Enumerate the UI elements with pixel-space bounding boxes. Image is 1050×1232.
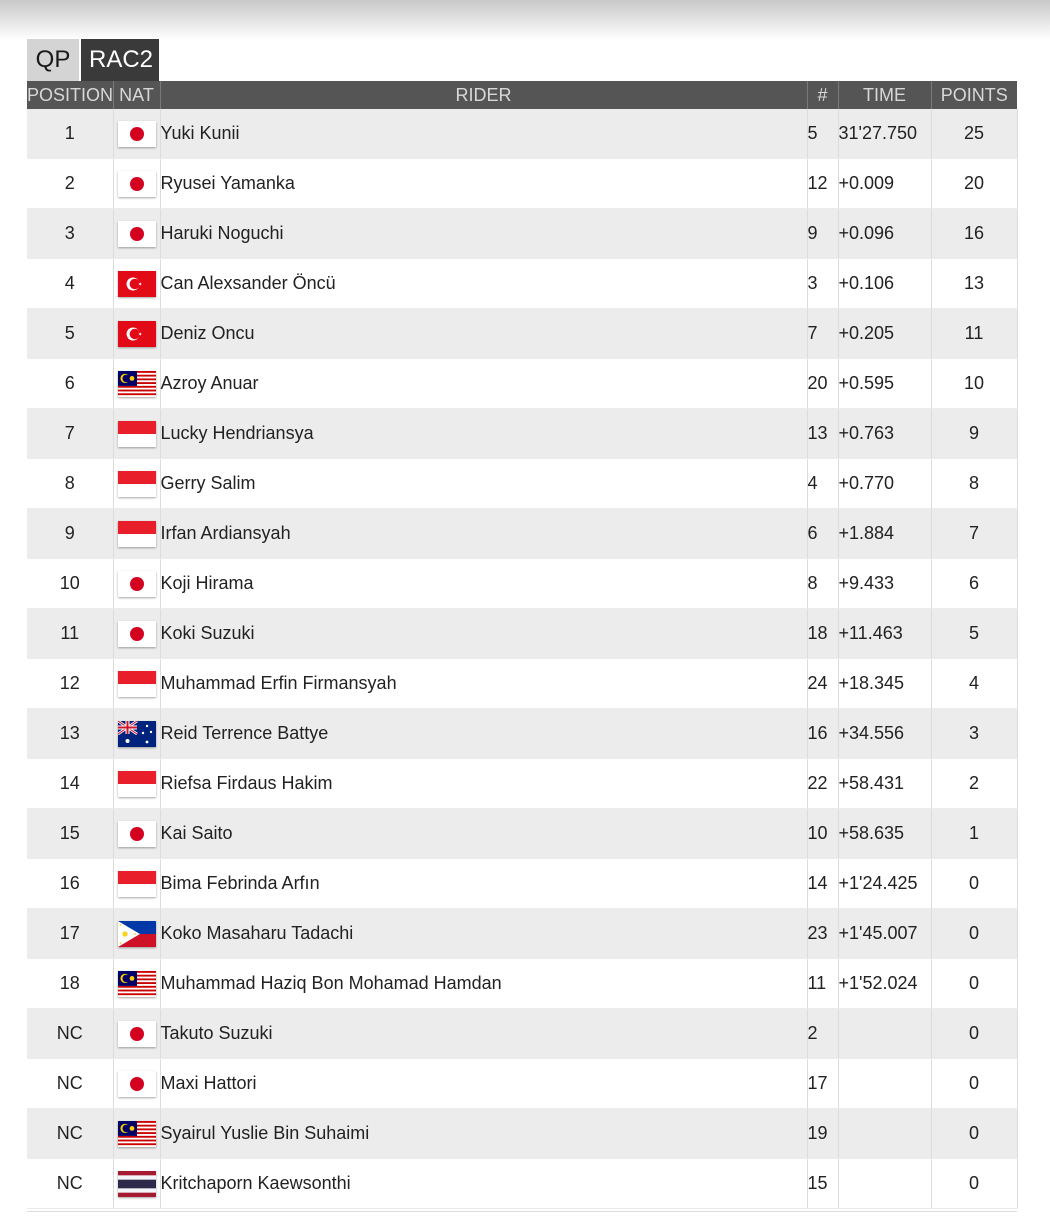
- points-cell: 10: [931, 359, 1017, 409]
- indonesia-flag-icon: [118, 871, 156, 897]
- rider-name[interactable]: Riefsa Firdaus Hakim: [160, 759, 807, 809]
- points-cell: 0: [931, 1009, 1017, 1059]
- race-time: +0.205: [838, 309, 931, 359]
- nat-cell: [113, 109, 160, 159]
- malaysia-flag-icon: [118, 971, 156, 997]
- header-position[interactable]: POSITION: [27, 81, 113, 109]
- nat-cell: [113, 609, 160, 659]
- nat-cell: [113, 459, 160, 509]
- table-row[interactable]: [27, 609, 1017, 659]
- japan-flag-icon: [118, 221, 156, 247]
- rider-name[interactable]: Koki Suzuki: [160, 609, 807, 659]
- malaysia-flag-icon: [118, 1121, 156, 1147]
- race-time: [838, 1009, 931, 1059]
- position-cell: 3: [27, 209, 113, 259]
- rider-number: 14: [807, 859, 838, 909]
- nat-cell: [113, 809, 160, 859]
- nat-cell: [113, 659, 160, 709]
- rider-name[interactable]: Takuto Suzuki: [160, 1009, 807, 1059]
- rider-name[interactable]: Koko Masaharu Tadachi: [160, 909, 807, 959]
- table-row[interactable]: [27, 1109, 1017, 1159]
- position-cell: 6: [27, 359, 113, 409]
- header-nat[interactable]: NAT: [113, 81, 160, 109]
- indonesia-flag-icon: [118, 421, 156, 447]
- table-row[interactable]: [27, 809, 1017, 859]
- rider-number: 23: [807, 909, 838, 959]
- rider-number: 4: [807, 459, 838, 509]
- rider-name[interactable]: Can Alexsander Öncü: [160, 259, 807, 309]
- race-time: +0.106: [838, 259, 931, 309]
- nat-cell: [113, 409, 160, 459]
- race-time: +0.770: [838, 459, 931, 509]
- thailand-flag-icon: [118, 1171, 156, 1197]
- race-time: [838, 1059, 931, 1109]
- position-cell: NC: [27, 1159, 113, 1209]
- rider-name[interactable]: Muhammad Erfin Firmansyah: [160, 659, 807, 709]
- nat-cell: [113, 759, 160, 809]
- table-row[interactable]: [27, 559, 1017, 609]
- position-cell: NC: [27, 1009, 113, 1059]
- points-cell: 4: [931, 659, 1017, 709]
- race-time: 31'27.750: [838, 109, 931, 159]
- points-cell: 6: [931, 559, 1017, 609]
- rider-number: 24: [807, 659, 838, 709]
- japan-flag-icon: [118, 121, 156, 147]
- race-time: +58.431: [838, 759, 931, 809]
- race-time: [838, 1109, 931, 1159]
- japan-flag-icon: [118, 571, 156, 597]
- rider-name[interactable]: Deniz Oncu: [160, 309, 807, 359]
- japan-flag-icon: [118, 1021, 156, 1047]
- rider-number: 17: [807, 1059, 838, 1109]
- rider-name[interactable]: Gerry Salim: [160, 459, 807, 509]
- position-cell: 2: [27, 159, 113, 209]
- rider-name[interactable]: Kai Saito: [160, 809, 807, 859]
- rider-name[interactable]: Koji Hirama: [160, 559, 807, 609]
- indonesia-flag-icon: [118, 471, 156, 497]
- rider-number: 13: [807, 409, 838, 459]
- turkey-flag-icon: [118, 271, 156, 297]
- nat-cell: [113, 159, 160, 209]
- nat-cell: [113, 1059, 160, 1109]
- table-row[interactable]: [27, 959, 1017, 1009]
- rider-name[interactable]: Azroy Anuar: [160, 359, 807, 409]
- points-cell: 2: [931, 759, 1017, 809]
- nat-cell: [113, 309, 160, 359]
- race-time: +11.463: [838, 609, 931, 659]
- points-cell: 8: [931, 459, 1017, 509]
- points-cell: 25: [931, 109, 1017, 159]
- position-cell: 8: [27, 459, 113, 509]
- rider-name[interactable]: Syairul Yuslie Bin Suhaimi: [160, 1109, 807, 1159]
- turkey-flag-icon: [118, 321, 156, 347]
- results-body: [27, 109, 1017, 1209]
- nat-cell: [113, 209, 160, 259]
- points-cell: 0: [931, 1109, 1017, 1159]
- indonesia-flag-icon: [118, 521, 156, 547]
- position-cell: 18: [27, 959, 113, 1009]
- position-cell: 12: [27, 659, 113, 709]
- rider-number: 5: [807, 109, 838, 159]
- race-time: +1.884: [838, 509, 931, 559]
- rider-name[interactable]: Maxi Hattori: [160, 1059, 807, 1109]
- table-row[interactable]: [27, 409, 1017, 459]
- rider-name[interactable]: Yuki Kunii: [160, 109, 807, 159]
- position-cell: 14: [27, 759, 113, 809]
- header-time[interactable]: TIME: [838, 81, 931, 109]
- rider-number: 20: [807, 359, 838, 409]
- position-cell: 1: [27, 109, 113, 159]
- position-cell: 7: [27, 409, 113, 459]
- points-cell: 9: [931, 409, 1017, 459]
- points-cell: 20: [931, 159, 1017, 209]
- header-number[interactable]: #: [807, 81, 838, 109]
- rider-number: 18: [807, 609, 838, 659]
- tab-rac2[interactable]: RAC2: [81, 39, 159, 81]
- australia-flag-icon: [118, 721, 156, 747]
- rider-name[interactable]: Ryusei Yamanka: [160, 159, 807, 209]
- race-time: +1'45.007: [838, 909, 931, 959]
- nat-cell: [113, 909, 160, 959]
- japan-flag-icon: [118, 821, 156, 847]
- table-row[interactable]: [27, 1009, 1017, 1059]
- indonesia-flag-icon: [118, 671, 156, 697]
- position-cell: 10: [27, 559, 113, 609]
- race-time: +0.763: [838, 409, 931, 459]
- table-row[interactable]: [27, 509, 1017, 559]
- rider-number: 2: [807, 1009, 838, 1059]
- japan-flag-icon: [118, 621, 156, 647]
- rider-name[interactable]: Haruki Noguchi: [160, 209, 807, 259]
- points-cell: 0: [931, 1059, 1017, 1109]
- table-row[interactable]: [27, 109, 1017, 159]
- rider-number: 8: [807, 559, 838, 609]
- points-cell: 0: [931, 859, 1017, 909]
- position-cell: 16: [27, 859, 113, 909]
- table-row[interactable]: [27, 259, 1017, 309]
- header-points[interactable]: POINTS: [931, 81, 1017, 109]
- tab-qp[interactable]: QP: [27, 39, 79, 81]
- nat-cell: [113, 359, 160, 409]
- position-cell: 11: [27, 609, 113, 659]
- rider-name[interactable]: Muhammad Haziq Bon Mohamad Hamdan: [160, 959, 807, 1009]
- race-time: +34.556: [838, 709, 931, 759]
- nat-cell: [113, 509, 160, 559]
- position-cell: 5: [27, 309, 113, 359]
- top-shade: [0, 0, 1050, 40]
- rider-number: 12: [807, 159, 838, 209]
- rider-number: 16: [807, 709, 838, 759]
- position-cell: 15: [27, 809, 113, 859]
- results-table: [27, 81, 1018, 1209]
- position-cell: 9: [27, 509, 113, 559]
- points-cell: 0: [931, 959, 1017, 1009]
- table-row[interactable]: [27, 309, 1017, 359]
- points-cell: 7: [931, 509, 1017, 559]
- points-cell: 5: [931, 609, 1017, 659]
- table-row[interactable]: [27, 659, 1017, 709]
- nat-cell: [113, 1009, 160, 1059]
- rider-number: 10: [807, 809, 838, 859]
- table-row[interactable]: [27, 1059, 1017, 1109]
- rider-number: 11: [807, 959, 838, 1009]
- table-row[interactable]: [27, 359, 1017, 409]
- rider-name[interactable]: Reid Terrence Battye: [160, 709, 807, 759]
- rider-name[interactable]: Bima Febrinda Arfın: [160, 859, 807, 909]
- rider-number: 3: [807, 259, 838, 309]
- rider-number: 6: [807, 509, 838, 559]
- race-time: +1'52.024: [838, 959, 931, 1009]
- race-time: +0.096: [838, 209, 931, 259]
- race-time: +58.635: [838, 809, 931, 859]
- header-rider[interactable]: RIDER: [160, 81, 807, 109]
- japan-flag-icon: [118, 1071, 156, 1097]
- table-row[interactable]: [27, 859, 1017, 909]
- rider-name[interactable]: Lucky Hendriansya: [160, 409, 807, 459]
- philippines-flag-icon: [118, 921, 156, 947]
- rider-name[interactable]: Irfan Ardiansyah: [160, 509, 807, 559]
- points-cell: 11: [931, 309, 1017, 359]
- table-row[interactable]: [27, 709, 1017, 759]
- race-time: +1'24.425: [838, 859, 931, 909]
- points-cell: 3: [931, 709, 1017, 759]
- table-row[interactable]: [27, 459, 1017, 509]
- position-cell: 17: [27, 909, 113, 959]
- nat-cell: [113, 559, 160, 609]
- nat-cell: [113, 709, 160, 759]
- japan-flag-icon: [118, 171, 156, 197]
- table-row[interactable]: [27, 209, 1017, 259]
- rider-name[interactable]: Kritchaporn Kaewsonthi: [160, 1159, 807, 1209]
- header-row: [27, 81, 1017, 109]
- points-cell: 0: [931, 1159, 1017, 1209]
- race-time: +18.345: [838, 659, 931, 709]
- table-row[interactable]: [27, 159, 1017, 209]
- race-time: +9.433: [838, 559, 931, 609]
- table-bottom-border: [27, 1211, 1017, 1212]
- rider-number: 9: [807, 209, 838, 259]
- points-cell: 16: [931, 209, 1017, 259]
- points-cell: 1: [931, 809, 1017, 859]
- race-time: [838, 1159, 931, 1209]
- table-row[interactable]: [27, 1159, 1017, 1209]
- points-cell: 13: [931, 259, 1017, 309]
- position-cell: NC: [27, 1059, 113, 1109]
- table-row[interactable]: [27, 759, 1017, 809]
- rider-number: 15: [807, 1159, 838, 1209]
- rider-number: 19: [807, 1109, 838, 1159]
- indonesia-flag-icon: [118, 771, 156, 797]
- nat-cell: [113, 1159, 160, 1209]
- points-cell: 0: [931, 909, 1017, 959]
- nat-cell: [113, 859, 160, 909]
- table-row[interactable]: [27, 909, 1017, 959]
- race-time: +0.009: [838, 159, 931, 209]
- nat-cell: [113, 259, 160, 309]
- malaysia-flag-icon: [118, 371, 156, 397]
- session-tabs: [27, 39, 161, 81]
- rider-number: 7: [807, 309, 838, 359]
- rider-number: 22: [807, 759, 838, 809]
- nat-cell: [113, 959, 160, 1009]
- race-time: +0.595: [838, 359, 931, 409]
- position-cell: 13: [27, 709, 113, 759]
- position-cell: 4: [27, 259, 113, 309]
- position-cell: NC: [27, 1109, 113, 1159]
- nat-cell: [113, 1109, 160, 1159]
